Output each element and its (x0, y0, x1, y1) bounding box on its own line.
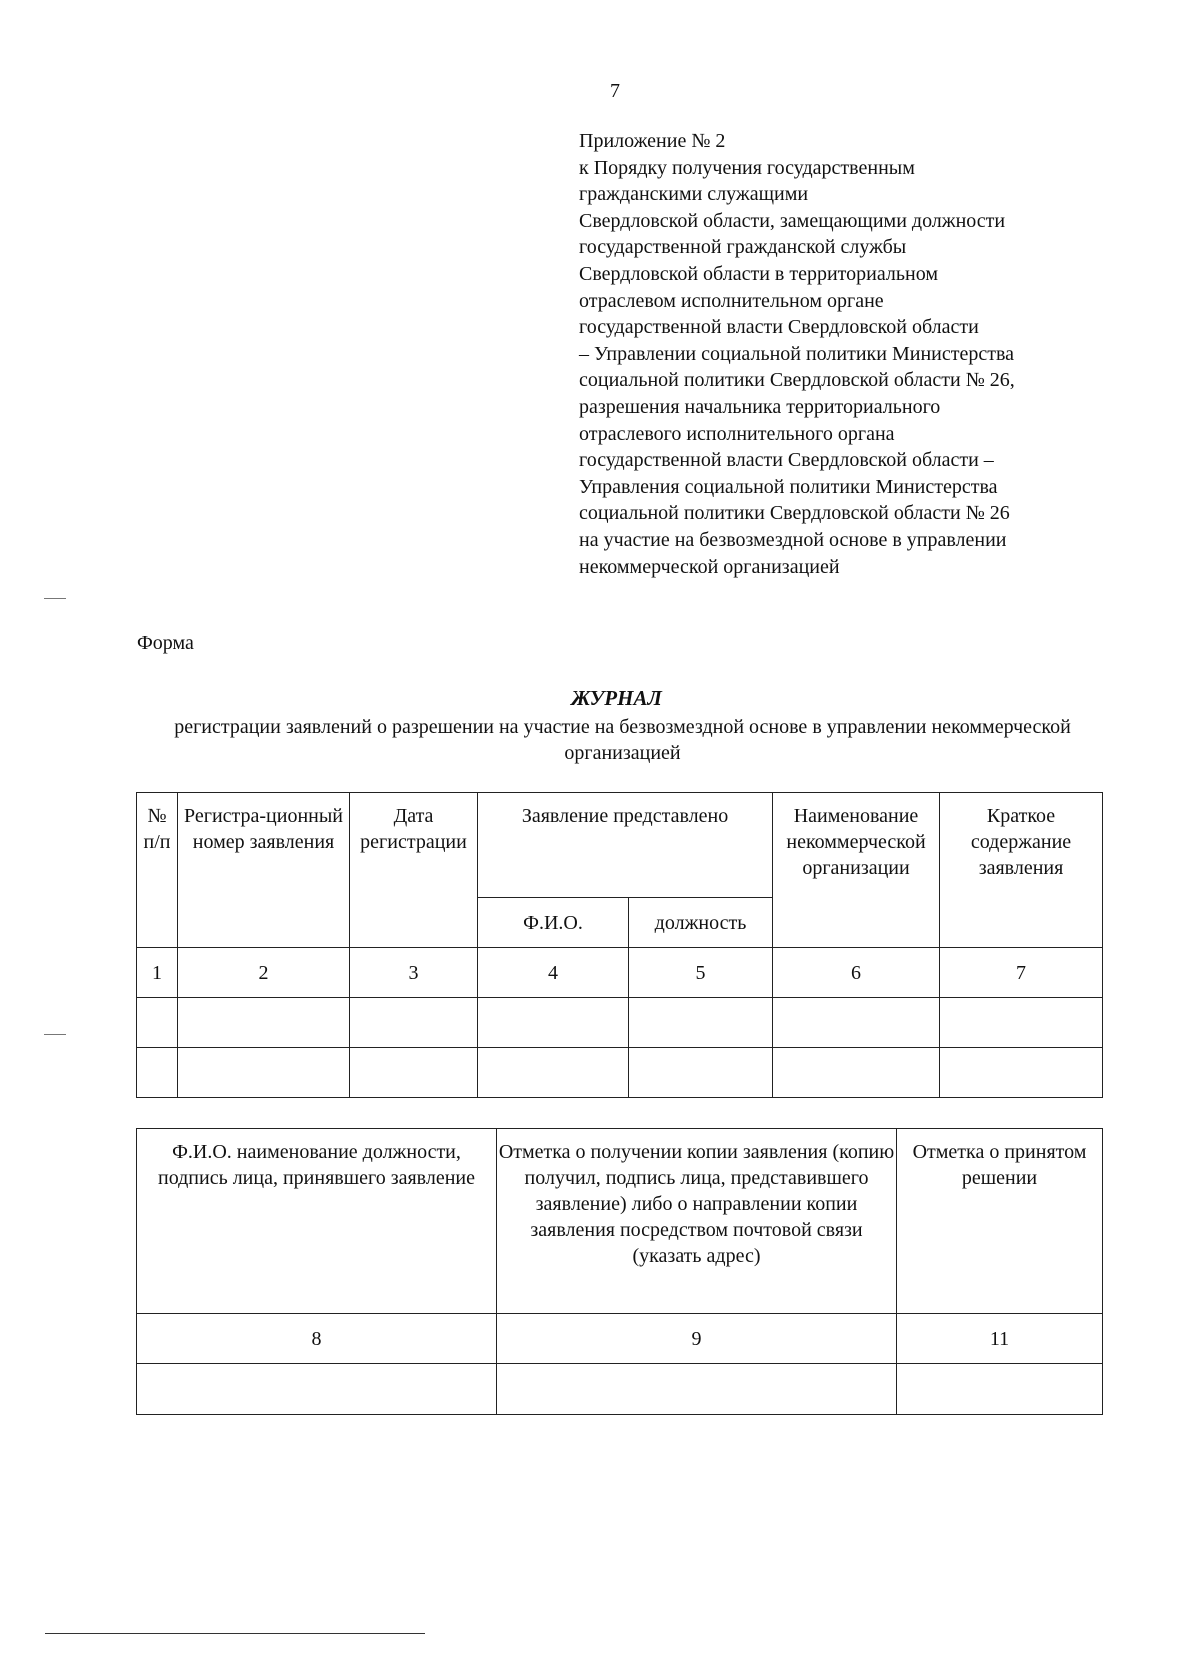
table-row (137, 1364, 1103, 1415)
empty-cell (940, 1048, 1103, 1098)
appendix-line: на участие на безвозмездной основе в управлении (579, 528, 1007, 551)
header-reg-date: Дата регистрации (350, 793, 478, 948)
column-number: 3 (350, 948, 478, 998)
empty-cell (178, 1048, 350, 1098)
empty-cell (178, 998, 350, 1048)
scan-artifact (44, 1034, 66, 1035)
header-decision-mark: Отметка о принятом решении (897, 1129, 1103, 1314)
header-position: должность (629, 898, 773, 948)
footnote-separator (45, 1633, 425, 1634)
column-number: 8 (137, 1314, 497, 1364)
empty-cell (773, 1048, 940, 1098)
empty-cell (629, 998, 773, 1048)
empty-cell (137, 1364, 497, 1415)
page-number: 7 (610, 80, 620, 102)
scan-artifact (44, 598, 66, 599)
appendix-line: Приложение № 2 (579, 130, 726, 152)
header-receiver: Ф.И.О. наименование должности, подпись лица, принявшего заявление (137, 1129, 497, 1314)
appendix-line: Свердловской области, замещающими должности (579, 209, 1006, 232)
column-number: 4 (478, 948, 629, 998)
header-fio: Ф.И.О. (478, 898, 629, 948)
journal-subtitle: регистрации заявлений о разрешении на участие на безвозмездной основе в управлении некоммерческой организацией (174, 716, 1071, 764)
header-num: № п/п (137, 793, 178, 948)
appendix-line: гражданскими служащими (579, 183, 809, 206)
table-row (137, 1048, 1103, 1098)
header-org-name: Наименование некоммерческой организации (773, 793, 940, 948)
empty-cell (350, 998, 478, 1048)
header-submitted-by: Заявление представлено (478, 793, 773, 898)
appendix-line: некоммерческой организацией (579, 555, 840, 578)
appendix-header (579, 128, 1099, 580)
empty-cell (137, 1048, 178, 1098)
empty-cell (478, 1048, 629, 1098)
appendix-line: Свердловской области в территориальном (579, 262, 938, 285)
form-label: Форма (137, 632, 194, 654)
column-number: 11 (897, 1314, 1103, 1364)
empty-cell (773, 998, 940, 1048)
header-summary: Краткое содержание заявления (940, 793, 1103, 948)
empty-cell (629, 1048, 773, 1098)
appendix-line: государственной власти Свердловской области – (579, 449, 994, 472)
appendix-line: государственной гражданской службы (579, 236, 907, 259)
empty-cell (497, 1364, 897, 1415)
header-reg-number: Регистра-ционный номер заявления (178, 793, 350, 948)
appendix-line: социальной политики Свердловской области № 26, (579, 369, 1015, 392)
registration-journal-table-continued (136, 1128, 1103, 1415)
column-number: 5 (629, 948, 773, 998)
appendix-line: государственной власти Свердловской области (579, 316, 979, 339)
appendix-line: отраслевого исполнительного органа (579, 422, 895, 445)
empty-cell (350, 1048, 478, 1098)
appendix-line: разрешения начальника территориального (579, 395, 941, 418)
column-number: 1 (137, 948, 178, 998)
column-number: 7 (940, 948, 1103, 998)
registration-journal-table (136, 792, 1103, 1098)
column-number: 2 (178, 948, 350, 998)
appendix-line: – Управлении социальной политики Министерства (579, 342, 1015, 365)
journal-title: ЖУРНАЛ (571, 686, 662, 710)
empty-cell (478, 998, 629, 1048)
appendix-line: отраслевом исполнительном органе (579, 289, 884, 312)
appendix-line: социальной политики Свердловской области № 26 (579, 502, 1010, 525)
empty-cell (137, 998, 178, 1048)
empty-cell (940, 998, 1103, 1048)
table-row (137, 998, 1103, 1048)
appendix-line: к Порядку получения государственным (579, 156, 915, 179)
header-copy-mark: Отметка о получении копии заявления (копию получил, подпись лица, представившего заявление) либо о направлении копии заявления посредством почтовой связи (указать адрес) (497, 1129, 897, 1314)
appendix-line: Управления социальной политики Министерства (579, 475, 998, 498)
empty-cell (897, 1364, 1103, 1415)
column-number: 6 (773, 948, 940, 998)
column-number: 9 (497, 1314, 897, 1364)
